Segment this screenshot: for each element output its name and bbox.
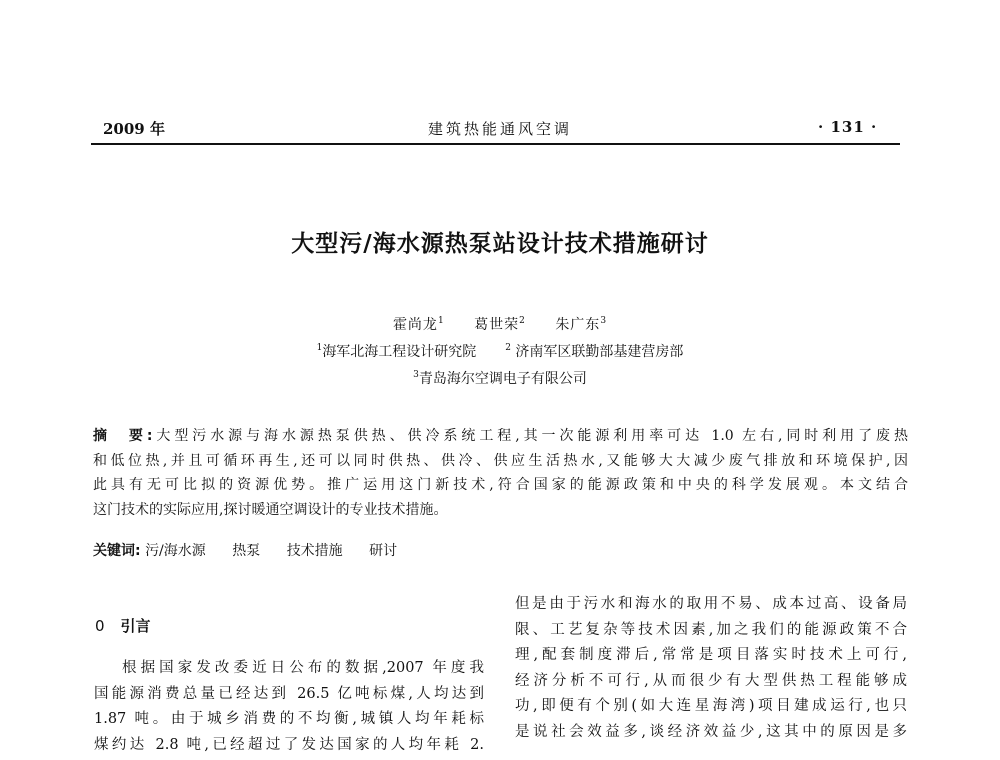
affiliation-sup: 2	[505, 343, 511, 353]
header-year: 2009 年	[103, 120, 165, 138]
body-line: 根据国家发改委近日公布的数据,2007 年度我	[122, 660, 484, 676]
author-sup: 3	[600, 316, 608, 326]
body-line: 但是由于污水和海水的取用不易、成本过高、设备局	[515, 596, 907, 612]
keyword: 污/海水源	[145, 543, 206, 559]
header-rule	[91, 143, 900, 145]
article-title: 大型污/海水源热泵站设计技术措施研讨	[291, 231, 709, 257]
body-line: 1.87 吨。由于城乡消费的不均衡,城镇人均年耗标	[94, 711, 484, 727]
affiliation-sup: 1	[316, 343, 323, 353]
author-name: 霍尚龙	[392, 317, 438, 333]
keyword: 热泵	[232, 543, 261, 559]
affiliation-sup: 3	[413, 370, 419, 380]
body-line: 理,配套制度滞后,常常是项目落实时技术上可行,	[515, 647, 907, 663]
affiliation-line	[0, 368, 1000, 388]
affiliation-text: 济南军区联勤部基建营房部	[515, 344, 684, 360]
author-list	[0, 314, 1000, 334]
body-line: 功,即便有个别(如大连星海湾)项目建成运行,也只	[515, 698, 907, 714]
section-number: 0	[95, 617, 105, 635]
affiliation-text: 海军北海工程设计研究院	[322, 344, 477, 360]
abstract	[93, 424, 908, 522]
author-sup: 2	[519, 316, 526, 326]
body-line: 限、工艺复杂等技术因素,加之我们的能源政策不合	[515, 621, 907, 638]
author-sup: 1	[437, 316, 445, 326]
body-column-right	[515, 592, 907, 745]
keywords	[93, 540, 397, 560]
abstract-line: 和低位热,并且可循环再生,还可以同时供热、供冷、供应生活热水,又能够大大减少废气排放和环境保护,因	[93, 452, 908, 469]
body-line: 经济分析不可行,从而很少有大型供热工程能够成	[515, 672, 907, 689]
abstract-line: 摘 要:大型污水源与海水源热泵供热、供冷系统工程,其一次能源利用率可达 1.0 左右,同时利用了废热	[93, 428, 908, 444]
affiliation-line	[0, 341, 1000, 361]
header-page-number: · 131 ·	[818, 118, 878, 136]
abstract-line: 此具有无可比拟的资源优势。推广运用这门新技术,符合国家的能源政策和中央的科学发展观。本文结合	[93, 477, 908, 493]
keyword: 研讨	[369, 543, 398, 559]
keywords-label: 关键词:	[93, 543, 141, 559]
body-line: 煤约达 2.8 吨,已经超过了发达国家的人均年耗 2.	[94, 736, 484, 753]
keyword: 技术措施	[286, 543, 343, 559]
body-line: 国能源消费总量已经达到 26.5 亿吨标煤,人均达到	[94, 685, 484, 702]
abstract-line: 这门技术的实际应用,探讨暖通空调设计的专业技术措施。	[93, 501, 448, 518]
author-name: 朱广东	[555, 317, 601, 333]
author-name: 葛世荣	[474, 317, 520, 333]
body-line: 是说社会效益多,谈经济效益少,这其中的原因是多	[515, 723, 907, 740]
header-journal: 建筑热能通风空调	[427, 120, 572, 138]
body-column-left	[94, 656, 484, 758]
section-title: 引言	[120, 617, 151, 635]
affiliation-text: 青岛海尔空调电子有限公司	[418, 371, 587, 387]
section-heading	[95, 615, 151, 636]
abstract-label: 摘 要:	[93, 428, 153, 444]
